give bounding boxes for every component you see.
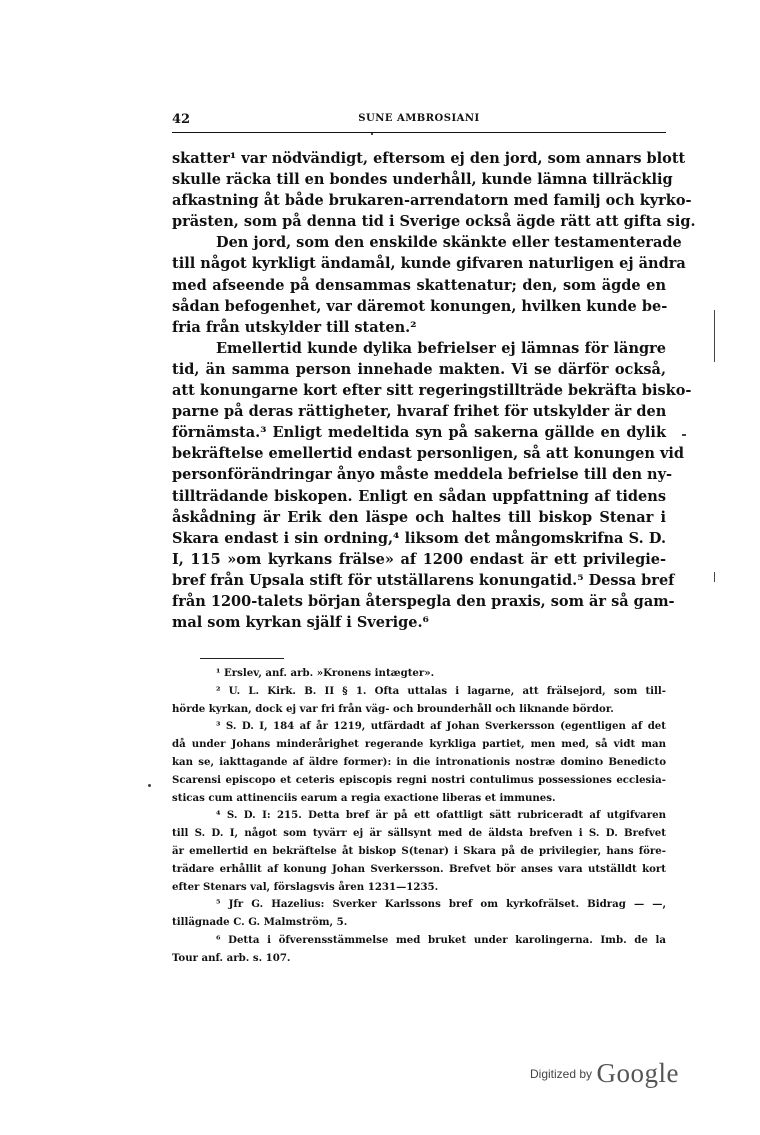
- footnote-line: är emellertid en bekräftelse åt biskop S(tenar) i Skara på de privilegier, hans före-: [172, 844, 666, 857]
- body-line: tillträdande biskopen. Enligt en sådan uppfattning af tidens: [172, 487, 666, 505]
- footnotes: [172, 665, 666, 968]
- footnote-line: trädare erhållit af konung Johan Sverkersson. Brefvet bör anses vara utställdt kort: [172, 862, 666, 875]
- body-line: Den jord, som den enskilde skänkte eller testamenterade: [216, 234, 682, 252]
- body-line: Skara endast i sin ordning,⁴ liksom det mångomskrifna S. D.: [172, 529, 666, 547]
- footnote-line: efter Stenars val, förslagsvis åren 1231—1235.: [172, 880, 439, 893]
- footnote-line: hörde kyrkan, dock ej var fri från väg- och brounderhåll och liknande bördor.: [172, 702, 614, 715]
- body-line: tid, än samma person innehade makten. Vi se därför också,: [172, 360, 666, 378]
- body-line: personförändringar ånyo måste meddela befrielse till den ny-: [172, 466, 673, 484]
- body-line: bekräftelse emellertid endast personligen, så att konungen vid: [172, 445, 685, 463]
- body-line: förnämsta.³ Enligt medeltida syn på sakerna gällde en dylik: [172, 424, 666, 442]
- body-line: prästen, som på denna tid i Sverige också ägde rätt att gifta sig.: [172, 213, 696, 231]
- scan-margin-dot: [148, 784, 151, 787]
- watermark-brand: Google: [596, 1058, 679, 1088]
- body-line: fria från utskylder till staten.²: [172, 318, 417, 336]
- body-line: bref från Upsala stift för utställarens konungatid.⁵ Dessa bref: [172, 571, 675, 589]
- scan-margin-line: [714, 572, 715, 582]
- body-line: mal som kyrkan själf i Sverige.⁶: [172, 614, 429, 632]
- running-title: SUNE AMBROSIANI: [358, 113, 480, 124]
- footnote-line: till S. D. I, något som tyvärr ej är sällsynt med de äldsta brefven i S. D. Brefvet: [172, 827, 666, 840]
- footnote-line: ⁴ S. D. I: 215. Detta bref är på ett ofattligt sätt rubriceradt af utgifvaren: [216, 809, 666, 822]
- body-line: åskådning är Erik den läspe och haltes till biskop Stenar i: [172, 508, 666, 526]
- scan-margin-line: [714, 310, 715, 362]
- body-line: att konungarne kort efter sitt regeringstillträde bekräfta bisko-: [172, 382, 692, 400]
- footnote-line: sticas cum attinenciis earum a regia exactione liberas et immunes.: [172, 791, 556, 804]
- main-text: [172, 148, 696, 633]
- footnote-line: ⁵ Jfr G. Hazelius: Sverker Karlssons bref om kyrkofrälset. Bidrag — —,: [216, 898, 666, 911]
- page-number: 42: [172, 112, 191, 127]
- footnote-divider: [200, 658, 284, 659]
- body-line: Emellertid kunde dylika befrielser ej lämnas för längre: [216, 339, 666, 357]
- body-line: skulle räcka till en bondes underhåll, kunde lämna tillräcklig: [172, 171, 673, 189]
- body-line: till något kyrkligt ändamål, kunde gifvaren naturligen ej ändra: [172, 255, 686, 273]
- footnote-line: Scarensi episcopo et ceteris episcopis regni nostri contulimus possessiones ecclesia-: [172, 773, 666, 786]
- page-header: [172, 112, 666, 133]
- body-line: afkastning åt både brukaren-arrendatorn med familj och kyrko-: [172, 192, 692, 210]
- scan-margin-dot: [682, 434, 686, 436]
- watermark-prefix: Digitized by: [530, 1067, 593, 1081]
- footnote-line: ⁶ Detta i öfverensstämmelse med bruket under karolingerna. Imb. de la: [216, 933, 666, 946]
- footnote-line: tillägnade C. G. Malmström, 5.: [172, 916, 348, 929]
- footnote-line: Tour anf. arb. s. 107.: [172, 951, 291, 964]
- footnote-line: ¹ Erslev, anf. arb. »Kronens intægter».: [216, 667, 435, 679]
- footnote-line: ² U. L. Kirk. B. II § 1. Ofta uttalas i lagarne, att frälsejord, som till-: [216, 684, 666, 697]
- body-line: I, 115 »om kyrkans frälse» af 1200 endast är ett privilegie-: [172, 550, 666, 568]
- body-line: parne på deras rättigheter, hvaraf frihet för utskylder är den: [172, 403, 667, 421]
- footnote-line: då under Johans minderårighet regerande kyrkliga partiet, men med, så vidt man: [172, 738, 666, 751]
- body-line: sådan befogenhet, var däremot konungen, hvilken kunde be-: [172, 297, 668, 315]
- body-line: från 1200-talets början återspegla den praxis, som är så gam-: [172, 592, 675, 610]
- body-line: med afseende på densammas skattenatur; den, som ägde en: [172, 276, 666, 294]
- scan-header-dot: [371, 133, 373, 135]
- google-watermark: [530, 1058, 679, 1088]
- body-line: skatter¹ var nödvändigt, eftersom ej den jord, som annars blott: [172, 150, 686, 167]
- footnote-line: kan se, iakttagande af äldre former): in die intronationis nostræ domino Benedicto: [172, 755, 666, 768]
- footnote-line: ³ S. D. I, 184 af år 1219, utfärdadt af Johan Sverkersson (egentligen af det: [216, 720, 666, 733]
